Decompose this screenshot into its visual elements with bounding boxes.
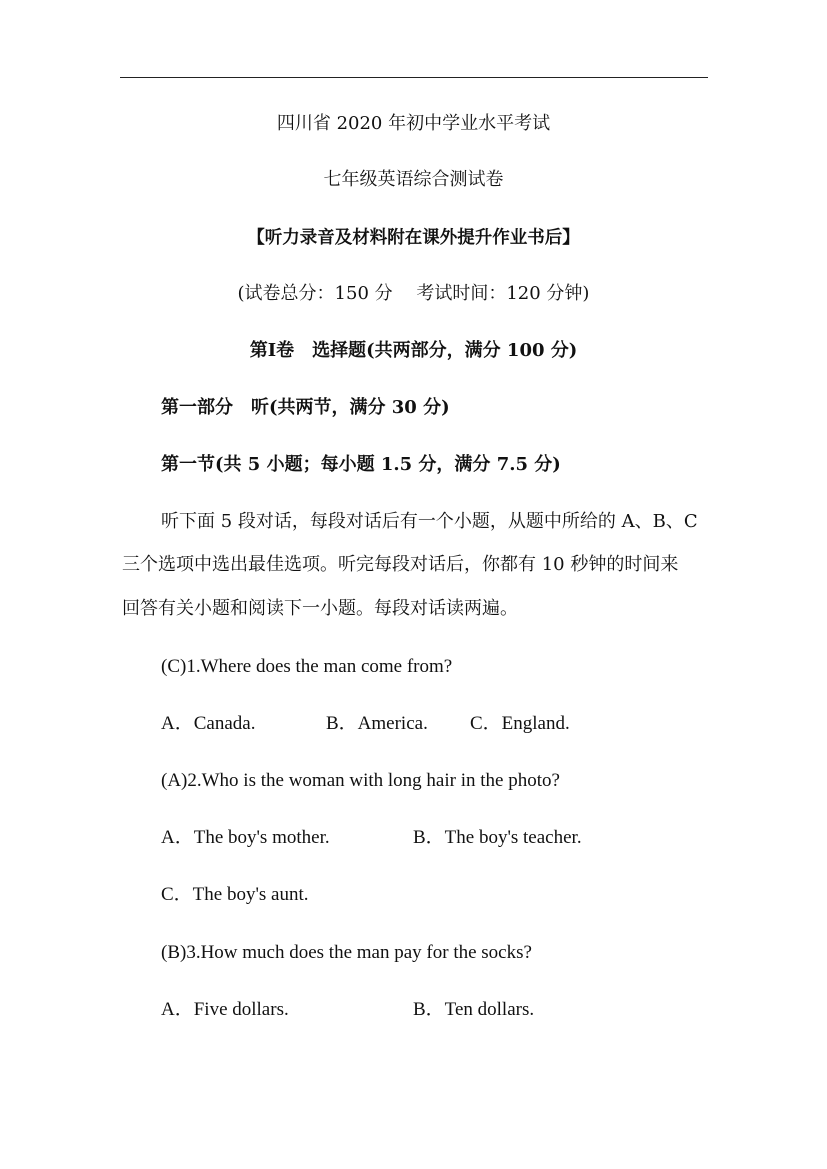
- question-2-option-b: B．The boy's teacher.: [413, 827, 582, 848]
- instructions-line-2: 三个选项中选出最佳选项。听完每段对话后，你都有 10 秒钟的时间来: [122, 554, 679, 575]
- question-2-option-c: C．The boy's aunt.: [161, 884, 309, 905]
- question-3-stem: (B)3.How much does the man pay for the socks?: [161, 942, 532, 963]
- question-2-stem: (A)2.Who is the woman with long hair in the photo?: [161, 770, 560, 791]
- instructions-line-3: 回答有关小题和阅读下一小题。每段对话读两遍。: [122, 598, 518, 619]
- question-1-option-c: C．England.: [470, 713, 570, 734]
- header-rule: [120, 77, 708, 78]
- exam-title: 四川省 2020 年初中学业水平考试: [276, 113, 551, 134]
- score-info: (试卷总分：150 分 考试时间：120 分钟): [237, 283, 590, 304]
- volume-label: 第Ⅰ卷 选择题(共两部分，满分 100 分): [249, 340, 578, 361]
- part1-heading: 第一部分 听(共两节，满分 30 分): [161, 397, 450, 418]
- question-3-option-a: A．Five dollars.: [161, 999, 289, 1020]
- question-3-option-b: B．Ten dollars.: [413, 999, 535, 1020]
- question-2-option-a: A．The boy's mother.: [161, 827, 330, 848]
- question-1-stem: (C)1.Where does the man come from?: [161, 656, 453, 677]
- section1-heading: 第一节(共 5 小题；每小题 1.5 分，满分 7.5 分): [161, 454, 561, 475]
- audio-notice: 【听力录音及材料附在课外提升作业书后】: [247, 228, 580, 248]
- question-1-option-b: B．America.: [326, 713, 428, 734]
- instructions-line-1: 听下面 5 段对话，每段对话后有一个小题，从题中所给的 A、B、C: [161, 511, 698, 532]
- exam-subtitle: 七年级英语综合测试卷: [323, 169, 504, 190]
- question-1-option-a: A．Canada.: [161, 713, 256, 734]
